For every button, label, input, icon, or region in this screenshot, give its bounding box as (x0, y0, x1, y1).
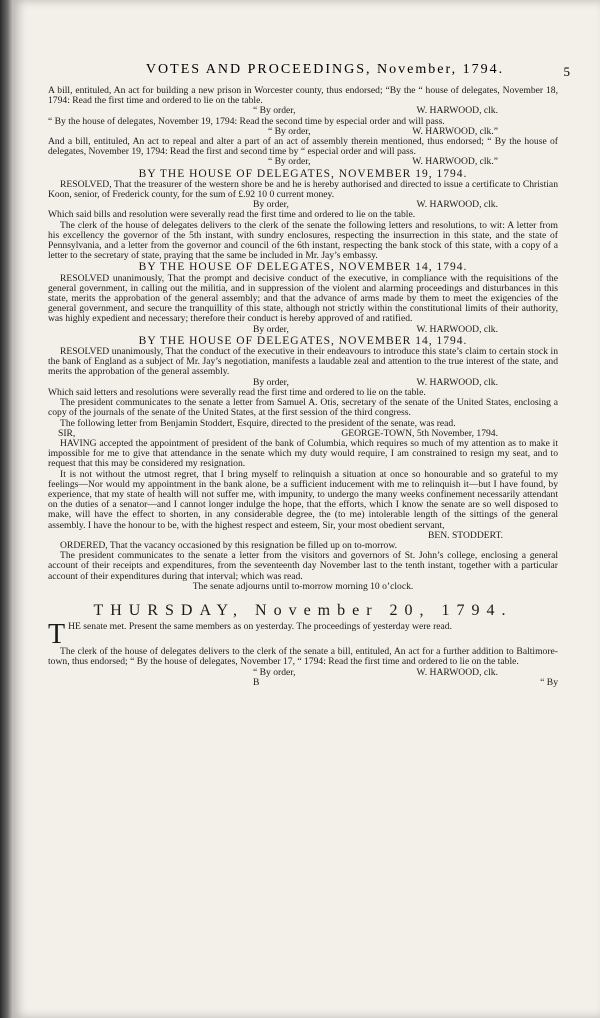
day-heading: THURSDAY, November 20, 1794. (93, 601, 513, 619)
by-order: “ By order, (253, 105, 296, 117)
clerk-name: W. HARWOOD, clk. (416, 199, 498, 211)
resolution: RESOLVED unanimously, That the prompt and decisive conduct of the executive, in compliance with the requisitions of the general government, in calling out the militia, and in suppression of the violent and alarming proceedings and disturbances in this state, merits the approbation of the general assembly; and that the advance of arms made by them to meet the exigencies of the general government, and secure the tranquillity of this state, although not strictly within the constitutional limits of their authority, was highly expedient and necessary; therefore their conduct is hereby approved of and ratified. (48, 272, 558, 325)
paragraph: A bill, entituled, An act for building a new prison in Worcester county, thus endorsed; “By the “ house of delegates, November 18, 1794: Read the first time and ordered to lie on the table. (48, 85, 558, 107)
paragraph: The president communicates to the senate a letter from Samuel A. Otis, secretary of the senate of the United States, enclosing a copy of the journals of the senate of the United States, at the first session of the third congress. (48, 397, 558, 419)
paragraph-text: HE senate met. Present the same members as on yesterday. The proceedings of yesterday were read. (68, 621, 452, 633)
drop-cap: T (48, 619, 66, 651)
paragraph: “ By the house of delegates, November 19, 1794: Read the second time by especial order and will pass. (48, 115, 445, 127)
by-order: “ By order, (268, 125, 311, 137)
clerk-name: W. HARWOOD, clk. (416, 323, 498, 335)
signature-line (48, 325, 558, 335)
adjournment: The senate adjourns until to-morrow morning 10 o’clock. (192, 580, 414, 592)
paragraph: The president communicates to the senate a letter from the visitors and governors of St. John’s college, enclosing a general account of their receipts and expenditures, from the seventeenth day November last to the tenth instant, together with a particular account of their expenditures during that interval; which was read. (48, 550, 558, 582)
clerk-name: W. HARWOOD, clk.” (412, 156, 498, 168)
section-heading: BY THE HOUSE OF DELEGATES, NOVEMBER 19, 1794. (138, 167, 468, 180)
letter-salutation: SIR, (58, 427, 76, 439)
section-heading: BY THE HOUSE OF DELEGATES, NOVEMBER 14, 1794. (138, 334, 468, 347)
resolution: RESOLVED unanimously, That the conduct of the executive in their endeavours to introduce this state’s claim to certain stock in the bank of England as a subject of Mr. Jay’s negotiation, manifests a laudable zeal and attention to the true interest of the state, and merits the approbation of the general assembly. (48, 346, 558, 378)
by-order: By order, (253, 376, 289, 388)
signature-line (48, 668, 558, 678)
paragraph: Which said bills and resolution were severally read the first time and ordered to lie on the table. (48, 209, 416, 221)
paragraph: The clerk of the house of delegates delivers to the clerk of the senate the following letters and resolutions, to wit: A letter from his excellency the governor of the 5th instant, with sundry enclosures, respecting the insurrection in this state, and the state of Pennsylvania, and a letter from the governor and council of the 6th instant, respecting the bank stock of this state, with a copy of a letter to the secretary of state, praying that the same be included in Mr. Jay’s embassy. (48, 219, 558, 262)
letter-signature: BEN. STODDERT. (427, 529, 503, 541)
letter-paragraph: It is not without the utmost regret, that I bring myself to relinquish a situation at once so honourable and so grateful to my feelings—Nor would my appointment in the bank alone, be a sufficient inducement with me to relinquish it—but I have found, by experience, that my state of health will not suffer me, with impunity, to undergo the many weeks confinement necessarily attendant on the duties of a senator—and I cannot longer indulge the hope, that the efforts, which I know the senate are so well disposed to make, will have the effect to shorten, in any considerable degree, the (to me) intolerable length of the sittings of the general assembly. I have the honour to be, with the highest respect and esteem, Sir, your most obedient servant, (48, 468, 558, 531)
by-order: “ By order, (253, 666, 296, 678)
section-heading: BY THE HOUSE OF DELEGATES, NOVEMBER 14, 1794. (138, 261, 468, 274)
page-footer (48, 678, 558, 688)
page-number: 5 (563, 64, 570, 79)
paragraph: Which said letters and resolutions were severally read the first time and ordered to lie on the table. (48, 386, 426, 398)
by-order: “ By order, (268, 156, 311, 168)
paragraph: And a bill, entituled, An act to repeal and alter a part of an act of assembly therein mentioned, thus endorsed; “ By the house of delegates, November 19, 1794: Read the first and second time by “ especial order and will pass. (48, 136, 558, 158)
by-order: By order, (253, 323, 289, 335)
signature-line (48, 157, 558, 167)
clerk-name: W. HARWOOD, clk.” (412, 125, 498, 137)
by-order: By order, (253, 199, 289, 211)
clerk-name: W. HARWOOD, clk. (416, 105, 498, 117)
letter-dateline: GEORGE-TOWN, 5th November, 1794. (341, 427, 498, 439)
paragraph: The clerk of the house of delegates delivers to the clerk of the senate a bill, entituled, An act for a further addition to Baltimore-town, thus endorsed; “ By the house of delegates, November 17, “ 1794: Read the first time and ordered to lie on the table. (48, 646, 558, 668)
clerk-name: W. HARWOOD, clk. (416, 376, 498, 388)
resolution: RESOLVED, That the treasurer of the western shore be and he is hereby authorised and directed to issue a certificate to Christian Koon, senior, of Frederick county, for the sum of £.92 10 0 current money. (48, 178, 558, 201)
order: ORDERED, That the vacancy occasioned by this resignation be filled up on to-morrow. (60, 539, 398, 551)
paragraph (48, 619, 558, 651)
running-title: VOTES AND PROCEEDINGS, November, 1794. (145, 62, 505, 77)
clerk-name: W. HARWOOD, clk. (416, 666, 498, 678)
catchword: “ By (540, 676, 558, 688)
paragraph: The following letter from Benjamin Stoddert, Esquire, directed to the president of the senate, was read. (60, 417, 456, 429)
signature-mark: B (253, 676, 260, 688)
binding-gutter (0, 0, 12, 1018)
page-body (48, 86, 558, 688)
letter-paragraph: HAVING accepted the appointment of president of the bank of Columbia, which requires so much of my attention as to make it impossible for me to give that attendance in the senate which my duty would require, I am constrained to resign my seat, and to request that this may be considered my resignation. (48, 437, 558, 470)
